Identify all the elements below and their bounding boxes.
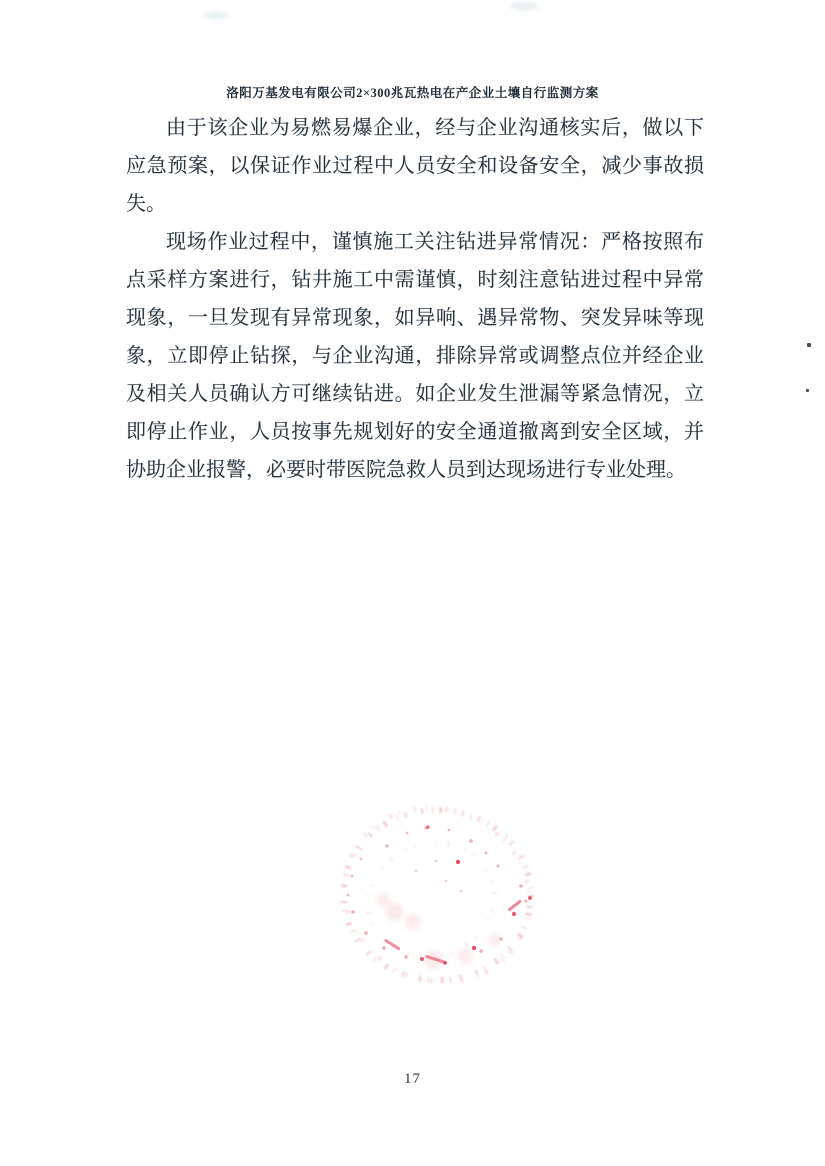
document-body bbox=[126, 109, 704, 489]
document-header-title: 洛阳万基发电有限公司2×300兆瓦热电在产企业土壤自行监测方案 bbox=[226, 86, 599, 100]
scan-artifact-dot bbox=[807, 343, 811, 347]
paragraph-field-operation: 现场作业过程中，谨慎施工关注钻进异常情况：严格按照布点采样方案进行，钻井施工中需谨慎，时刻注意钻进过程中异常现象，一旦发现有异常现象，如异响、遇异常物、突发异味等现象，立即停止钻探，与企业沟通，排除异常或调整点位并经企业及相关人员确认方可继续钻进。如企业发生泄漏等紧急情况，立即停止作业，人员按事先规划好的安全通道撤离到安全区域，并协助企业报警，必要时带医院急救人员到达现场进行专业处理。 bbox=[126, 231, 704, 481]
scan-artifact-dot bbox=[806, 389, 809, 392]
page-number: 17 bbox=[404, 1071, 421, 1087]
scan-artifact-smudge bbox=[203, 12, 229, 19]
paragraph-emergency-plan: 由于该企业为易燃易爆企业，经与企业沟通核实后，做以下应急预案，以保证作业过程中人员安全和设备安全，减少事故损失。 bbox=[126, 117, 704, 215]
red-seal-stamp-icon bbox=[325, 800, 555, 1000]
scan-artifact-smudge bbox=[510, 2, 538, 11]
